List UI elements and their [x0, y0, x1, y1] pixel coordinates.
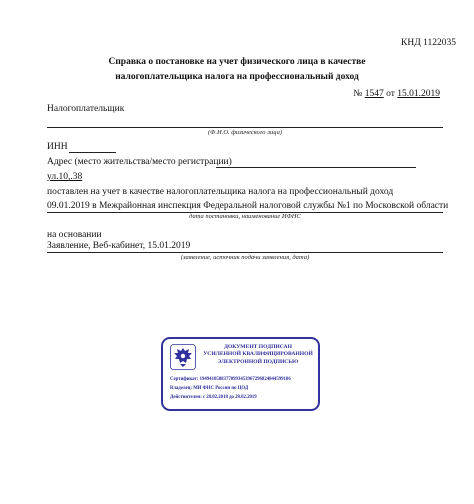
- basis-caption: (заявление, источник подачи заявления, дата): [180, 254, 310, 261]
- registered-label: поставлен на учет в качестве налогоплательщика налога на профессиональный доход: [47, 187, 394, 197]
- number-value: 1547: [364, 89, 384, 99]
- form-code: КНД 1122035: [401, 38, 456, 48]
- registration-caption: дата постановки, наименование ИФНС: [189, 213, 301, 220]
- stamp-heading-line-1: ДОКУМЕНТ ПОДПИСАН: [224, 344, 292, 350]
- basis-label: на основании: [47, 230, 102, 240]
- stamp-owner: Владелец: МИ ФНС России по ЦОД: [170, 386, 249, 391]
- address-line: [216, 167, 416, 168]
- address-label: Адрес (место жительства/место регистрации): [47, 157, 232, 167]
- stamp-certificate: Сертификат: 19494105883770993453967296824844599106: [170, 377, 291, 382]
- inn-label: ИНН: [47, 142, 68, 152]
- stamp-heading-line-2: УСИЛЕННОЙ КВАЛИФИЦИРОВАННОЙ: [203, 351, 313, 358]
- electronic-signature-stamp: [161, 337, 320, 411]
- address-value: ул.10,.38: [47, 172, 83, 182]
- issue-date: 15.01.2019: [397, 89, 440, 99]
- basis-line: [47, 252, 443, 253]
- registration-info: 09.01.2019 в Межрайонная инспекция Федеральной налоговой службы №1 по Московской области: [47, 201, 449, 211]
- document-title-line-2: налогоплательщика налога на профессиональный доход: [115, 72, 359, 82]
- taxpayer-caption: (Ф.И.О. физического лица): [208, 129, 282, 136]
- certificate-number: [353, 89, 440, 99]
- stamp-heading: [199, 344, 317, 366]
- taxpayer-label: Налогоплательщик: [47, 104, 125, 114]
- stamp-heading-line-3: ЭЛЕКТРОННОЙ ПОДПИСЬЮ: [217, 358, 299, 365]
- document-title-line-1: Справка о постановке на учет физического лица в качестве: [108, 57, 366, 67]
- date-prefix: от: [386, 89, 395, 99]
- double-headed-eagle-emblem-icon: [170, 344, 196, 370]
- number-prefix: №: [353, 89, 363, 99]
- basis-value: Заявление, Веб-кабинет, 15.01.2019: [47, 241, 191, 251]
- stamp-validity: Действителен: с 28.02.2018 до 28.02.2019: [170, 395, 257, 400]
- taxpayer-name-line: [47, 127, 443, 128]
- inn-line: [69, 152, 116, 153]
